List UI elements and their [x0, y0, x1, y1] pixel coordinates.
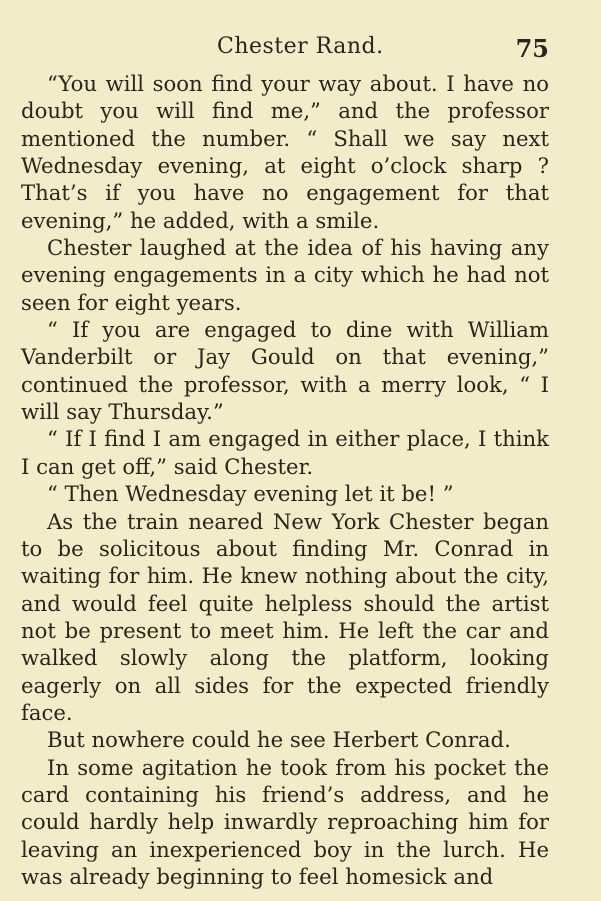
- paragraph: “You will soon find your way about. I have no doubt you will find me,” and the professor mentioned the number. “ Shall we say next Wednesday evening, at eight o’clock sharp ? That’s if you have no engagement for that evening,” he added, with a smile.: [21, 71, 549, 233]
- running-title: Chester Rand.: [217, 34, 384, 59]
- paragraph: As the train neared New York Chester began to be solicitous about finding Mr. Conrad in waiting for him. He knew nothing about the city, and would feel quite helpless should the artist not be present to meet him. He left the car and walked slowly along the platform, looking eagerly on all sides for the expected friendly face.: [21, 508, 549, 725]
- page-header: [21, 0, 549, 70]
- paragraph: Chester laughed at the idea of his having any evening engagements in a city which he had not seen for eight years.: [21, 235, 549, 315]
- body-text: [21, 70, 549, 890]
- paragraph: “ Then Wednesday evening let it be! ”: [47, 481, 454, 507]
- paragraph: But nowhere could he see Herbert Conrad.: [47, 727, 511, 753]
- paragraph: “ If you are engaged to dine with William Vanderbilt or Jay Gould on that evening,” continued the professor, with a merry look, “ I will say Thursday.”: [21, 317, 549, 425]
- page-number: 75: [515, 34, 549, 63]
- paragraph: In some agitation he took from his pocket the card containing his friend’s address, and he could hardly help inwardly reproaching him for leaving an inexperienced boy in the lurch. He was already beginning to feel homesick and: [21, 754, 549, 889]
- paragraph: “ If I find I am engaged in either place, I think I can get off,” said Chester.: [21, 426, 549, 479]
